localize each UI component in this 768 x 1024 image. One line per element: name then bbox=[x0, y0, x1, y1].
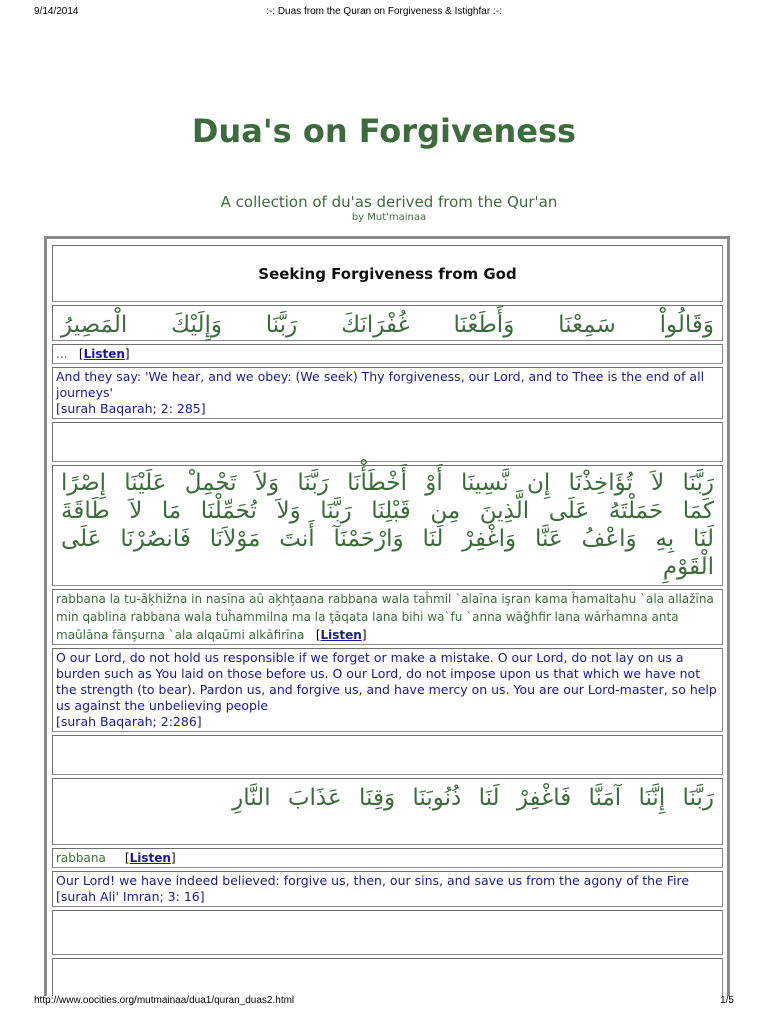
dua-arabic-3: رَبَّنَا إِنَّنَا آمَنَّا فَاغْفِرْ لَنَا ذُنُوبَنَا وَقِنَا عَذَابَ النَّارِ bbox=[52, 778, 723, 845]
print-date: 9/14/2014 bbox=[34, 6, 79, 17]
print-doc-title: :-: Duas from the Quran on Forgiveness & Istighfar :-: bbox=[266, 6, 502, 17]
page-title: Dua's on Forgiveness bbox=[191, 112, 577, 150]
section-heading: Seeking Forgiveness from God bbox=[258, 264, 517, 283]
dua-arabic-2: رَبَّنَا لاَ تُؤَاخِذْنَا إِن نَّسِينَا أَوْ أَخْطَأْنَا رَبَّنَا وَلاَ تَحْمِلْ عَلَيْنَا إِصْرًا كَمَا حَمَلْتَهُ عَلَى الَّذِينَ مِن قَبْلِنَا رَبَّنَا وَلاَ تُحَمِّلْنَا مَا لاَ طَاقَةَ لَنَا بِهِ وَاعْفُ عَنَّا وَاغْفِرْ لَنَا وَارْحَمْنَآ أَنتَ مَوْلاَنَا فَانصُرْنَا عَلَى الْقَوْمِ bbox=[52, 465, 723, 586]
listen-bracket-open: [ bbox=[315, 628, 321, 642]
listen-link-1[interactable]: Listen bbox=[83, 347, 125, 361]
next-cell bbox=[52, 958, 723, 996]
listen-bracket-close: ] bbox=[124, 347, 130, 361]
print-header bbox=[0, 6, 768, 22]
page-subtitle: A collection of du'as derived from the Qur'an bbox=[220, 193, 558, 211]
dua-translation-1: And they say: 'We hear, and we obey: (We seek) Thy forgiveness, our Lord, and to Thee is the end of all journeys' bbox=[56, 369, 705, 400]
listen-bracket-open: [ bbox=[78, 347, 84, 361]
dua-translation-2: O our Lord, do not hold us responsible if we forget or make a mistake. O our Lord, do not lay on us a burden such as You laid on those before us. O our Lord, do not impose upon us that which we have not the strength (to bear). Pardon us, and forgive us, and have mercy on us. You are our Lord-master, so help us against the unbelieving people bbox=[56, 650, 717, 713]
listen-bracket-close: ] bbox=[361, 628, 367, 642]
spacer-cell-3 bbox=[52, 910, 723, 955]
dua-arabic-1: وَقَالُواْ سَمِعْنَا وَأَطَعْنَا غُفْرَانَكَ رَبَّنَا وَإِلَيْكَ الْمَصِيرُ bbox=[52, 305, 723, 341]
section-heading-cell bbox=[52, 245, 723, 302]
print-url: http://www.oocities.org/mutmainaa/dua1/quran_duas2.html bbox=[34, 995, 295, 1006]
dua-table bbox=[44, 236, 730, 996]
dua-table-inner bbox=[52, 245, 723, 996]
dua-translit-1: ... bbox=[56, 347, 68, 361]
listen-bracket-close: ] bbox=[170, 851, 176, 865]
dua-translit-cell-3 bbox=[52, 848, 723, 868]
dua-translation-cell-3 bbox=[52, 871, 723, 907]
listen-bracket-open: [ bbox=[124, 851, 130, 865]
dua-translit-2: rabbana la tu-āķhižna in nasīna aū aķhţaana rabbana wala taĥmil `alaīna işran kama ĥamaltahu `ala allažīna min qablina rabbana wala tuĥammilna ma la ţāqata lana bihi wa`fu `anna wāğhfir lana wārĥamna anta maūlāna fānşurna `ala alqaūmi alkāfirīna bbox=[56, 592, 714, 642]
dua-translation-cell-2 bbox=[52, 648, 723, 732]
print-page-number: 1/5 bbox=[720, 995, 734, 1006]
dua-translation-3: Our Lord! we have indeed believed: forgive us, then, our sins, and save us from the agony of the Fire bbox=[56, 873, 690, 888]
dua-reference-1: [surah Baqarah; 2: 285] bbox=[56, 401, 206, 416]
dua-translit-3: rabbana bbox=[56, 851, 106, 865]
dua-reference-3: [surah Ali' Imran; 3: 16] bbox=[56, 889, 205, 904]
page-byline: by Mut'mainaa bbox=[351, 212, 427, 223]
dua-reference-2: [surah Baqarah; 2:286] bbox=[56, 714, 202, 729]
spacer-cell-1 bbox=[52, 422, 723, 462]
dua-translation-cell-1 bbox=[52, 367, 723, 419]
listen-link-2[interactable]: Listen bbox=[320, 628, 362, 642]
dua-translit-cell-1 bbox=[52, 344, 723, 364]
listen-link-3[interactable]: Listen bbox=[129, 851, 171, 865]
spacer-cell-2 bbox=[52, 735, 723, 775]
print-footer bbox=[0, 995, 768, 1011]
dua-translit-cell-2 bbox=[52, 589, 723, 645]
